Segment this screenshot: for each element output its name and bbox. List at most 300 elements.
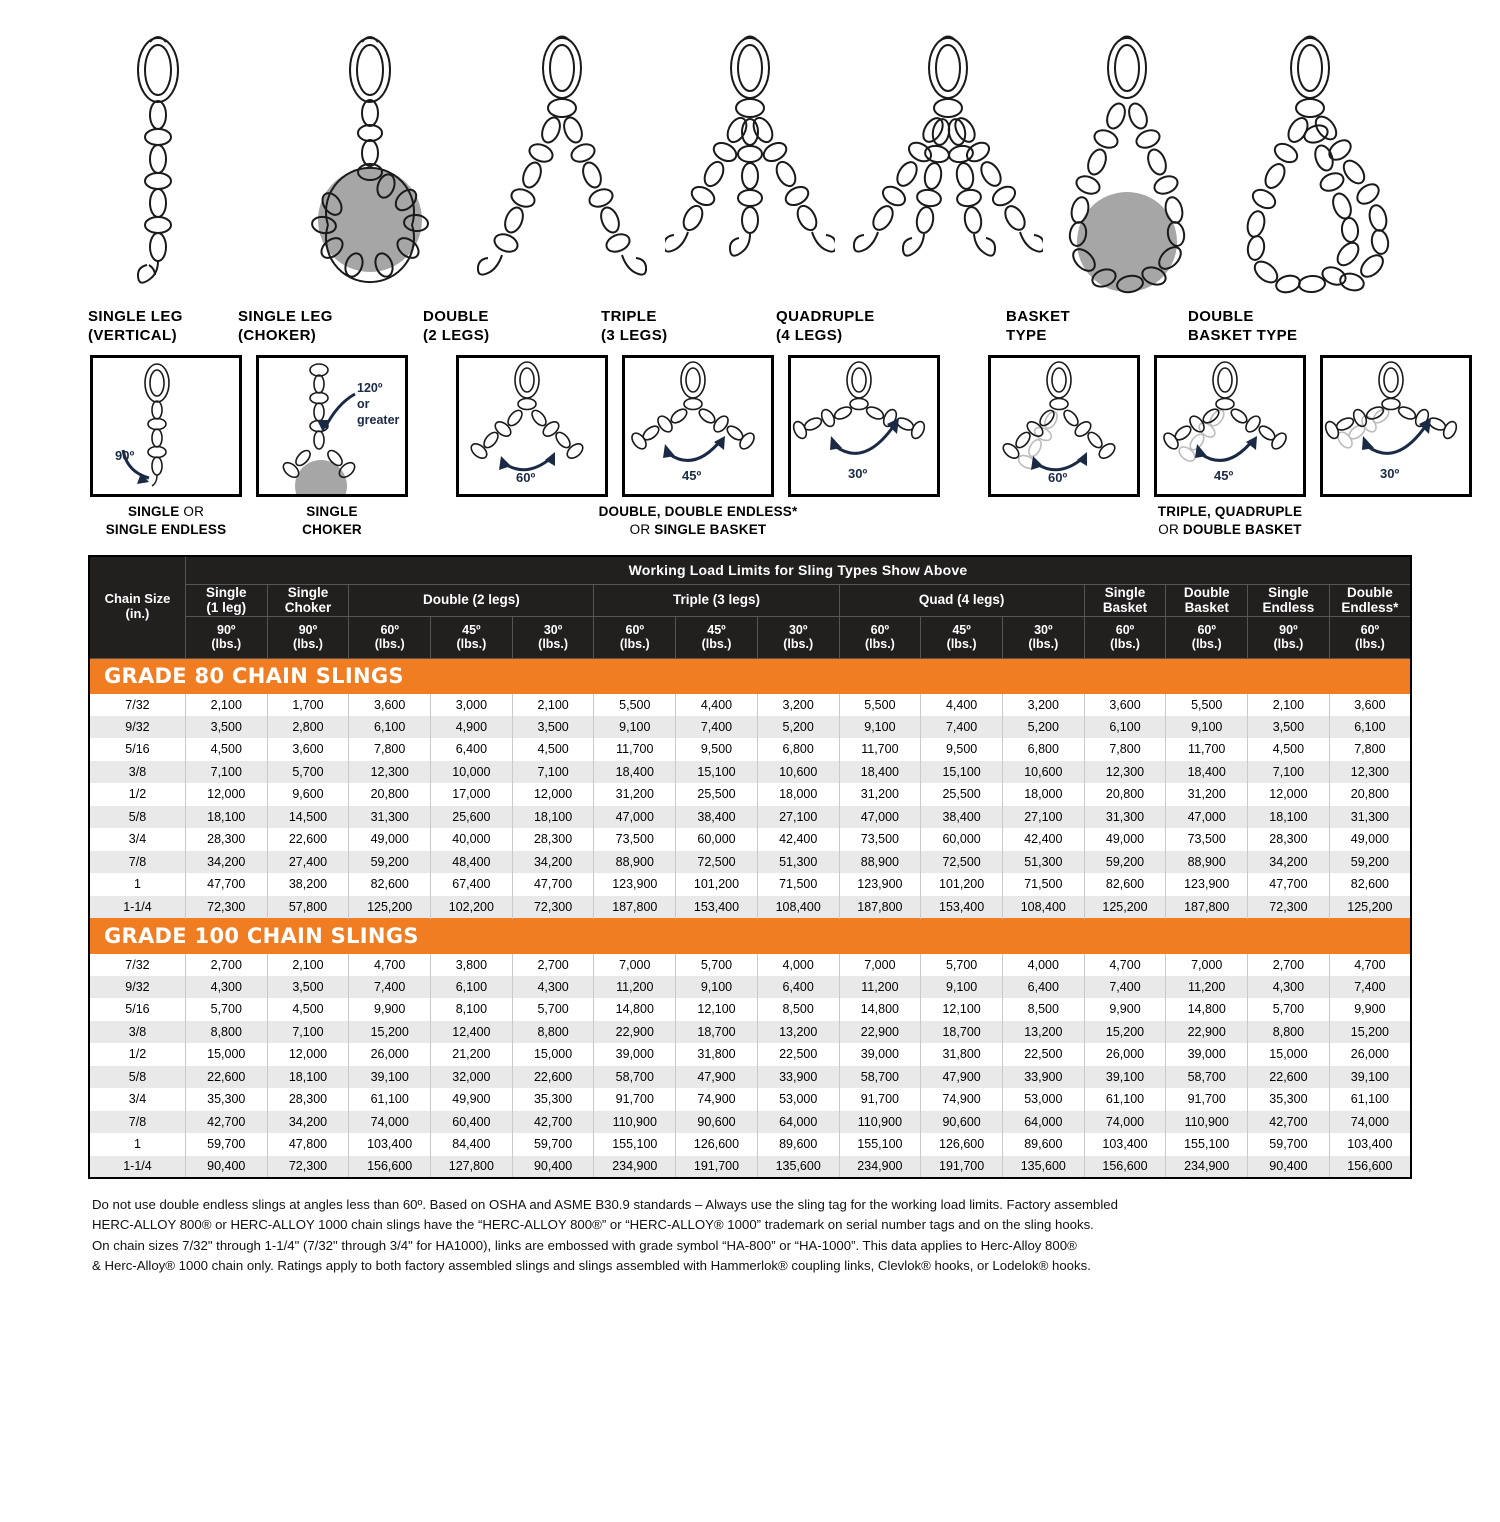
cell-load-value: 49,900	[431, 1088, 513, 1111]
group-line-2: Basket	[1184, 600, 1229, 616]
cell-load-value: 71,500	[1002, 873, 1084, 896]
unit-text: (lbs.)	[211, 637, 242, 652]
cell-load-value: 8,500	[1002, 998, 1084, 1021]
angle-box-double-45	[622, 355, 774, 497]
sling-figure-double-basket	[1230, 20, 1400, 300]
cell-load-value: 4,900	[431, 716, 513, 739]
table-row	[89, 873, 1411, 896]
cell-load-value: 31,300	[1329, 806, 1411, 829]
cell-load-value: 9,100	[594, 716, 676, 739]
footnote-line-2: HERC-ALLOY 800® or HERC-ALLOY 1000 chain slings have the “HERC-ALLOY 800®” or “HERC-ALLOY® 1000” trademark on serial number tags and on the sling hooks.	[92, 1217, 1094, 1233]
cell-load-value: 31,300	[349, 806, 431, 829]
angle-text: 90º	[217, 622, 236, 637]
header-row-angles	[89, 616, 1411, 658]
unit-text: (lbs.)	[783, 637, 814, 652]
cell-load-value: 7,000	[594, 953, 676, 976]
cell-load-value: 5,500	[1166, 693, 1248, 716]
caption-triple-quad-group	[988, 503, 1472, 538]
label-line-2: (VERTICAL)	[88, 326, 177, 344]
cell-load-value: 47,700	[1248, 873, 1330, 896]
angle-box-triple-quad-45	[1154, 355, 1306, 497]
angle-box-triple-quad-60	[988, 355, 1140, 497]
cell-load-value: 14,800	[1166, 998, 1248, 1021]
cell-load-value: 187,800	[1166, 896, 1248, 919]
cell-load-value: 47,000	[839, 806, 921, 829]
cell-load-value: 2,700	[1248, 953, 1330, 976]
table-row	[89, 716, 1411, 739]
cell-load-value: 3,600	[1329, 693, 1411, 716]
cell-load-value: 22,500	[1002, 1043, 1084, 1066]
cell-load-value: 89,600	[757, 1133, 839, 1156]
cell-load-value: 7,400	[1084, 976, 1166, 999]
sling-type-label-basket	[1006, 308, 1188, 355]
unit-text: (lbs.)	[1354, 637, 1385, 652]
header-angle-4	[512, 616, 594, 658]
cell-chain-size: 5/16	[89, 738, 185, 761]
table-row	[89, 953, 1411, 976]
cell-chain-size: 7/32	[89, 953, 185, 976]
cell-load-value: 39,000	[594, 1043, 676, 1066]
cell-load-value: 156,600	[349, 1156, 431, 1179]
cell-load-value: 7,100	[267, 1021, 349, 1044]
cell-load-value: 126,600	[676, 1133, 758, 1156]
cell-load-value: 125,200	[349, 896, 431, 919]
footnotes	[0, 1179, 1500, 1277]
group-line-2: (1 leg)	[206, 600, 247, 616]
table-row	[89, 1043, 1411, 1066]
cell-load-value: 3,000	[431, 693, 513, 716]
cell-load-value: 135,600	[1002, 1156, 1084, 1179]
cell-load-value: 18,400	[1166, 761, 1248, 784]
cell-load-value: 125,200	[1329, 896, 1411, 919]
cell-load-value: 18,700	[676, 1021, 758, 1044]
cell-load-value: 5,700	[921, 953, 1003, 976]
caption-light: OR	[179, 504, 205, 519]
cell-load-value: 71,500	[757, 873, 839, 896]
cell-load-value: 18,100	[512, 806, 594, 829]
cell-load-value: 39,000	[839, 1043, 921, 1066]
cell-load-value: 6,100	[431, 976, 513, 999]
cell-load-value: 34,200	[512, 851, 594, 874]
caption-bold: SINGLE	[127, 504, 180, 519]
header-angle-5	[594, 616, 676, 658]
cell-load-value: 7,000	[839, 953, 921, 976]
cell-load-value: 5,700	[676, 953, 758, 976]
cell-load-value: 101,200	[676, 873, 758, 896]
angle-text: 45º	[707, 622, 726, 637]
caption-line-2-bold: DOUBLE BASKET	[1182, 521, 1302, 537]
cell-load-value: 5,200	[757, 716, 839, 739]
cell-load-value: 4,500	[512, 738, 594, 761]
table-row	[89, 828, 1411, 851]
cell-load-value: 82,600	[349, 873, 431, 896]
header-row-title	[89, 556, 1411, 584]
table-row	[89, 998, 1411, 1021]
cell-load-value: 1,700	[267, 693, 349, 716]
header-group-double-basket	[1166, 584, 1248, 616]
cell-load-value: 74,000	[1329, 1111, 1411, 1134]
header-angle-7	[757, 616, 839, 658]
cell-load-value: 5,700	[267, 761, 349, 784]
cell-load-value: 47,000	[1166, 806, 1248, 829]
unit-text: (lbs.)	[946, 637, 977, 652]
grade-band-row	[89, 658, 1411, 693]
cell-load-value: 5,700	[1248, 998, 1330, 1021]
cell-load-value: 7,100	[1248, 761, 1330, 784]
table-row	[89, 783, 1411, 806]
angle-text: 45º	[952, 622, 971, 637]
table-row	[89, 896, 1411, 919]
cell-load-value: 53,000	[1002, 1088, 1084, 1111]
cell-chain-size: 1/2	[89, 783, 185, 806]
label-line-1: BASKET	[1006, 308, 1071, 325]
angle-text: 45º	[462, 622, 481, 637]
cell-load-value: 42,700	[512, 1111, 594, 1134]
cell-load-value: 39,100	[1329, 1066, 1411, 1089]
table-row	[89, 761, 1411, 784]
sling-figure-quadruple	[853, 20, 1023, 300]
cell-load-value: 103,400	[1084, 1133, 1166, 1156]
angle-text: 60º	[1197, 622, 1216, 637]
cell-load-value: 6,800	[1002, 738, 1084, 761]
cell-load-value: 74,900	[676, 1088, 758, 1111]
label-line-1: TRIPLE	[601, 308, 657, 325]
cell-load-value: 4,400	[676, 693, 758, 716]
cell-load-value: 22,600	[512, 1066, 594, 1089]
cell-load-value: 20,800	[349, 783, 431, 806]
cell-load-value: 4,300	[185, 976, 267, 999]
unit-text: (lbs.)	[1028, 637, 1059, 652]
cell-load-value: 6,100	[349, 716, 431, 739]
header-group-double: Double (2 legs)	[349, 584, 594, 616]
cell-load-value: 135,600	[757, 1156, 839, 1179]
cell-load-value: 4,700	[1329, 953, 1411, 976]
cell-load-value: 11,700	[839, 738, 921, 761]
cell-load-value: 60,000	[676, 828, 758, 851]
cell-load-value: 187,800	[839, 896, 921, 919]
unit-text: (lbs.)	[1191, 637, 1222, 652]
angle-text: 90º	[298, 622, 318, 637]
cell-chain-size: 7/8	[89, 1111, 185, 1134]
header-angle-8	[839, 616, 921, 658]
angle-text: 60º	[1115, 622, 1135, 637]
cell-load-value: 108,400	[757, 896, 839, 919]
angle-box-single-choker-120	[256, 355, 408, 497]
cell-load-value: 58,700	[1166, 1066, 1248, 1089]
label-line-1: SINGLE LEG	[238, 308, 333, 325]
cell-load-value: 12,300	[1329, 761, 1411, 784]
cell-load-value: 72,300	[267, 1156, 349, 1179]
cell-load-value: 35,300	[185, 1088, 267, 1111]
cell-load-value: 3,200	[757, 693, 839, 716]
header-angle-0	[185, 616, 267, 658]
cell-load-value: 155,100	[594, 1133, 676, 1156]
cell-load-value: 6,100	[1329, 716, 1411, 739]
cell-load-value: 48,400	[431, 851, 513, 874]
cell-load-value: 153,400	[676, 896, 758, 919]
cell-load-value: 102,200	[431, 896, 513, 919]
cell-load-value: 88,900	[839, 851, 921, 874]
cell-load-value: 39,100	[349, 1066, 431, 1089]
wll-table-container	[0, 545, 1500, 1179]
caption-single-choker	[256, 503, 408, 538]
cell-load-value: 34,200	[267, 1111, 349, 1134]
sling-type-label-double-basket	[1188, 308, 1368, 355]
cell-load-value: 4,700	[1084, 953, 1166, 976]
cell-load-value: 191,700	[921, 1156, 1003, 1179]
cell-load-value: 8,500	[757, 998, 839, 1021]
cell-load-value: 34,200	[185, 851, 267, 874]
cell-load-value: 47,700	[185, 873, 267, 896]
cell-load-value: 90,600	[676, 1111, 758, 1134]
cell-load-value: 27,100	[757, 806, 839, 829]
cell-load-value: 2,800	[267, 716, 349, 739]
cell-load-value: 39,100	[1084, 1066, 1166, 1089]
unit-text: (lbs.)	[538, 637, 569, 652]
cell-load-value: 2,100	[512, 693, 594, 716]
header-group-double-endless	[1329, 584, 1411, 616]
header-angle-11	[1084, 616, 1166, 658]
angle-value-45-double: 45º	[682, 468, 702, 483]
cell-load-value: 31,200	[1166, 783, 1248, 806]
cell-load-value: 4,700	[349, 953, 431, 976]
cell-load-value: 15,200	[1329, 1021, 1411, 1044]
cell-load-value: 15,100	[921, 761, 1003, 784]
cell-load-value: 5,500	[839, 693, 921, 716]
cell-load-value: 26,000	[1084, 1043, 1166, 1066]
header-group-single-basket	[1084, 584, 1166, 616]
cell-load-value: 47,800	[267, 1133, 349, 1156]
cell-load-value: 84,400	[431, 1133, 513, 1156]
cell-load-value: 72,300	[185, 896, 267, 919]
cell-load-value: 12,100	[921, 998, 1003, 1021]
caption-line-2-light: OR	[629, 521, 655, 537]
cell-load-value: 31,800	[921, 1043, 1003, 1066]
cell-load-value: 67,400	[431, 873, 513, 896]
cell-load-value: 33,900	[757, 1066, 839, 1089]
header-chain-size	[89, 556, 185, 658]
cell-load-value: 27,400	[267, 851, 349, 874]
sling-figure-triple	[665, 20, 835, 300]
header-group-single	[185, 584, 267, 616]
cell-chain-size: 3/8	[89, 761, 185, 784]
cell-load-value: 47,900	[676, 1066, 758, 1089]
cell-load-value: 3,200	[1002, 693, 1084, 716]
cell-load-value: 18,100	[267, 1066, 349, 1089]
angle-note-or: or	[357, 397, 370, 411]
cell-load-value: 35,300	[1248, 1088, 1330, 1111]
cell-load-value: 9,500	[676, 738, 758, 761]
grade-band-row	[89, 918, 1411, 953]
label-line-1: DOUBLE	[423, 308, 489, 325]
cell-load-value: 26,000	[349, 1043, 431, 1066]
cell-load-value: 33,900	[1002, 1066, 1084, 1089]
unit-text: (lbs.)	[374, 637, 405, 652]
cell-load-value: 6,400	[757, 976, 839, 999]
cell-load-value: 21,200	[431, 1043, 513, 1066]
cell-chain-size: 7/8	[89, 851, 185, 874]
caption-line-2-bold: SINGLE BASKET	[654, 521, 767, 537]
sling-figure-single-leg-vertical	[100, 20, 270, 300]
cell-load-value: 74,000	[349, 1111, 431, 1134]
label-line-1: DOUBLE	[1188, 308, 1254, 325]
cell-load-value: 14,800	[594, 998, 676, 1021]
cell-load-value: 90,400	[185, 1156, 267, 1179]
label-line-2: BASKET TYPE	[1188, 326, 1298, 344]
cell-load-value: 89,600	[1002, 1133, 1084, 1156]
cell-load-value: 127,800	[431, 1156, 513, 1179]
cell-chain-size: 1	[89, 1133, 185, 1156]
cell-load-value: 59,700	[185, 1133, 267, 1156]
cell-load-value: 9,100	[1166, 716, 1248, 739]
cell-load-value: 2,700	[185, 953, 267, 976]
unit-text: (lbs.)	[293, 637, 323, 652]
unit-text: (lbs.)	[701, 637, 732, 652]
cell-load-value: 72,500	[921, 851, 1003, 874]
cell-load-value: 88,900	[594, 851, 676, 874]
cell-load-value: 4,000	[757, 953, 839, 976]
angle-text: 30º	[1034, 622, 1053, 637]
cell-load-value: 191,700	[676, 1156, 758, 1179]
cell-load-value: 82,600	[1084, 873, 1166, 896]
cell-load-value: 3,600	[1084, 693, 1166, 716]
cell-load-value: 7,800	[1084, 738, 1166, 761]
cell-load-value: 123,900	[594, 873, 676, 896]
cell-load-value: 6,400	[1002, 976, 1084, 999]
cell-load-value: 10,600	[757, 761, 839, 784]
cell-load-value: 4,300	[1248, 976, 1330, 999]
footnote-line-4: & Herc-Alloy® 1000 chain only. Ratings apply to both factory assembled slings and slings assembled with Hammerlok® coupling links, Clevlok® hooks, or Lodelok® hooks.	[92, 1258, 1091, 1274]
cell-load-value: 3,500	[185, 716, 267, 739]
cell-load-value: 91,700	[839, 1088, 921, 1111]
chain-size-line-1: Chain Size	[104, 591, 171, 607]
cell-load-value: 234,900	[594, 1156, 676, 1179]
cell-load-value: 7,800	[1329, 738, 1411, 761]
caption-line-1: TRIPLE, QUADRUPLE	[1157, 504, 1303, 519]
table-row	[89, 976, 1411, 999]
cell-load-value: 123,900	[1166, 873, 1248, 896]
cell-load-value: 64,000	[1002, 1111, 1084, 1134]
cell-chain-size: 3/4	[89, 828, 185, 851]
group-line-2: Choker	[284, 600, 332, 616]
cell-load-value: 22,600	[267, 828, 349, 851]
cell-load-value: 108,400	[1002, 896, 1084, 919]
cell-load-value: 153,400	[921, 896, 1003, 919]
sling-type-label-single-leg-choker	[238, 308, 423, 355]
cell-load-value: 8,800	[512, 1021, 594, 1044]
cell-load-value: 49,000	[1329, 828, 1411, 851]
cell-load-value: 6,400	[431, 738, 513, 761]
table-row	[89, 1133, 1411, 1156]
header-group-single-choker	[267, 584, 349, 616]
cell-load-value: 3,800	[431, 953, 513, 976]
angle-diagrams	[0, 355, 1500, 545]
cell-load-value: 38,400	[921, 806, 1003, 829]
cell-load-value: 7,800	[349, 738, 431, 761]
cell-load-value: 51,300	[757, 851, 839, 874]
header-angle-2	[349, 616, 431, 658]
angle-value-30-triple: 30º	[1380, 466, 1400, 481]
cell-load-value: 27,100	[1002, 806, 1084, 829]
cell-load-value: 8,800	[185, 1021, 267, 1044]
table-row	[89, 738, 1411, 761]
cell-load-value: 31,800	[676, 1043, 758, 1066]
angle-note-greater: greater	[357, 413, 400, 427]
cell-load-value: 110,900	[839, 1111, 921, 1134]
group-line-2: Endless*	[1341, 600, 1399, 616]
cell-chain-size: 5/8	[89, 1066, 185, 1089]
header-angle-10	[1002, 616, 1084, 658]
cell-load-value: 12,300	[349, 761, 431, 784]
cell-load-value: 9,100	[839, 716, 921, 739]
cell-load-value: 5,700	[512, 998, 594, 1021]
cell-load-value: 7,100	[185, 761, 267, 784]
cell-load-value: 12,100	[676, 998, 758, 1021]
angle-text: 60º	[625, 622, 645, 637]
cell-load-value: 72,300	[512, 896, 594, 919]
cell-chain-size: 3/8	[89, 1021, 185, 1044]
header-angle-13	[1248, 616, 1330, 658]
cell-load-value: 90,600	[921, 1111, 1003, 1134]
cell-chain-size: 1	[89, 873, 185, 896]
angle-text: 30º	[788, 622, 808, 637]
angle-value-60-double: 60º	[516, 470, 536, 485]
chain-size-line-2: (in.)	[125, 606, 150, 622]
cell-load-value: 51,300	[1002, 851, 1084, 874]
cell-load-value: 74,000	[1084, 1111, 1166, 1134]
cell-load-value: 156,600	[1329, 1156, 1411, 1179]
cell-load-value: 47,700	[512, 873, 594, 896]
sling-type-label-triple	[601, 308, 776, 355]
cell-chain-size: 9/32	[89, 716, 185, 739]
cell-load-value: 28,300	[1248, 828, 1330, 851]
label-line-2: (4 LEGS)	[776, 326, 843, 344]
cell-load-value: 101,200	[921, 873, 1003, 896]
cell-load-value: 18,700	[921, 1021, 1003, 1044]
header-row-groups	[89, 584, 1411, 616]
cell-load-value: 31,200	[594, 783, 676, 806]
cell-load-value: 58,700	[839, 1066, 921, 1089]
cell-chain-size: 1-1/4	[89, 1156, 185, 1179]
cell-load-value: 9,500	[921, 738, 1003, 761]
cell-load-value: 12,000	[185, 783, 267, 806]
cell-load-value: 9,100	[921, 976, 1003, 999]
cell-load-value: 9,900	[1329, 998, 1411, 1021]
cell-load-value: 28,300	[512, 828, 594, 851]
unit-text: (lbs.)	[864, 637, 895, 652]
cell-load-value: 59,200	[1329, 851, 1411, 874]
cell-load-value: 18,400	[594, 761, 676, 784]
cell-load-value: 3,600	[267, 738, 349, 761]
sling-figure-single-leg-choker	[288, 20, 458, 300]
cell-load-value: 234,900	[839, 1156, 921, 1179]
cell-load-value: 59,700	[512, 1133, 594, 1156]
group-line-1: Single	[1268, 584, 1309, 600]
cell-load-value: 12,400	[431, 1021, 513, 1044]
cell-chain-size: 9/32	[89, 976, 185, 999]
angle-text: 60º	[1360, 622, 1380, 637]
caption-bold-2: SINGLE ENDLESS	[105, 521, 227, 537]
table-row	[89, 1088, 1411, 1111]
cell-load-value: 12,000	[1248, 783, 1330, 806]
cell-load-value: 110,900	[594, 1111, 676, 1134]
cell-load-value: 3,500	[512, 716, 594, 739]
sling-type-label-single-leg-vertical	[88, 308, 238, 355]
angle-box-triple-quad-30	[1320, 355, 1472, 497]
cell-load-value: 6,800	[757, 738, 839, 761]
cell-load-value: 49,000	[349, 828, 431, 851]
cell-load-value: 26,000	[1329, 1043, 1411, 1066]
